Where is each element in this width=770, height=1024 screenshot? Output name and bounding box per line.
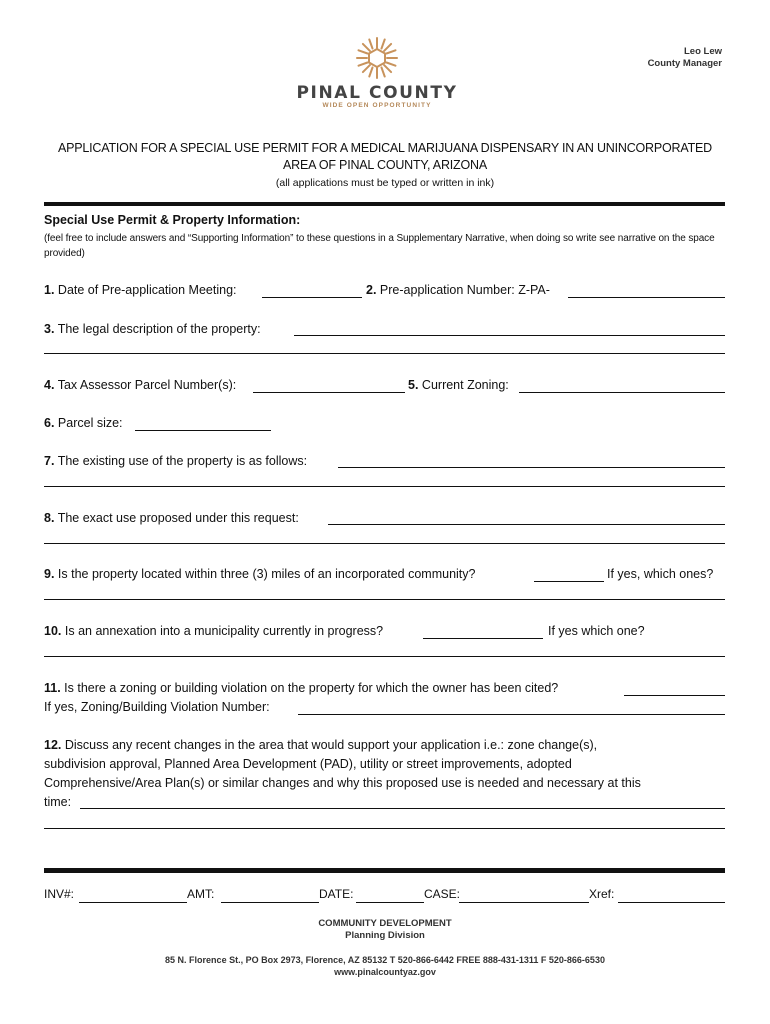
footer-website[interactable]: www.pinalcountyaz.gov xyxy=(334,967,436,977)
q2-prefix: Z-PA- xyxy=(518,283,550,297)
q11-label: Is there a zoning or building violation on the property for which the owner has been cited? xyxy=(64,681,559,695)
q12-field-line-2[interactable] xyxy=(44,828,725,829)
q7-number: 7. xyxy=(44,454,55,468)
q12-line-2: subdivision approval, Planned Area Development (PAD), utility or street improvements, adopted xyxy=(44,757,572,771)
question-2 xyxy=(366,281,550,300)
q6-number: 6. xyxy=(44,416,55,430)
q5-number: 5. xyxy=(408,378,419,392)
question-10 xyxy=(44,622,383,641)
q7-field-line-1[interactable] xyxy=(338,467,725,468)
q12-number: 12. xyxy=(44,738,62,752)
section-note: (feel free to include answers and “Supporting Information” to these questions in a Supplementary Narrative, when doing so write see narrative on the space provided) xyxy=(44,233,715,259)
q5-zoning-field[interactable] xyxy=(519,392,725,393)
q11-follow-label: If yes, Zoning/Building Violation Number: xyxy=(44,700,270,714)
question-6 xyxy=(44,414,123,433)
q3-field-line-1[interactable] xyxy=(294,335,725,336)
title-line-1: APPLICATION FOR A SPECIAL USE PERMIT FOR A MEDICAL MARIJUANA DISPENSARY IN AN UNINCORPORATED xyxy=(58,141,712,155)
q11-violation-field[interactable] xyxy=(298,714,725,715)
question-3 xyxy=(44,320,261,339)
q4-label: Tax Assessor Parcel Number(s): xyxy=(57,378,237,392)
org-tagline: WIDE OPEN OPPORTUNITY xyxy=(322,102,432,109)
q9-label: Is the property located within three (3) miles of an incorporated community? xyxy=(57,567,476,581)
case-label: CASE: xyxy=(424,887,461,901)
q5-label: Current Zoning: xyxy=(421,378,509,392)
question-1 xyxy=(44,281,237,300)
q4-number: 4. xyxy=(44,378,55,392)
q7-label: The existing use of the property is as follows: xyxy=(57,454,308,468)
date-label: DATE: xyxy=(319,887,354,901)
org-name: PINAL COUNTY xyxy=(296,83,458,103)
top-divider xyxy=(44,202,725,206)
footer-division: Planning Division xyxy=(345,930,425,941)
q9-follow-label: If yes, which ones? xyxy=(607,567,714,581)
amt-label: AMT: xyxy=(187,887,215,901)
date-field[interactable] xyxy=(356,902,424,903)
question-11 xyxy=(44,679,558,698)
manager-block xyxy=(648,46,722,70)
q4-parcel-field[interactable] xyxy=(253,392,405,393)
q8-field-line-2[interactable] xyxy=(44,543,725,544)
case-field[interactable] xyxy=(459,902,589,903)
footer-dept: COMMUNITY DEVELOPMENT xyxy=(318,918,452,929)
q8-field-line-1[interactable] xyxy=(328,524,725,525)
q12-line-4: time: xyxy=(44,795,72,809)
sun-icon xyxy=(355,36,399,80)
q2-number-field[interactable] xyxy=(568,297,725,298)
q12-line-3: Comprehensive/Area Plan(s) or similar changes and why this proposed use is needed and necessary at this xyxy=(44,776,641,790)
q2-number: 2. xyxy=(366,283,377,297)
q1-number: 1. xyxy=(44,283,55,297)
question-9 xyxy=(44,565,475,584)
page-title xyxy=(40,140,730,174)
manager-title: County Manager xyxy=(647,58,722,69)
question-12 xyxy=(44,736,641,812)
q10-yes-no-field[interactable] xyxy=(423,638,543,639)
q10-field-line-2[interactable] xyxy=(44,656,725,657)
bottom-divider xyxy=(44,868,725,873)
q9-yes-no-field[interactable] xyxy=(534,581,604,582)
q6-label: Parcel size: xyxy=(57,416,123,430)
q7-field-line-2[interactable] xyxy=(44,486,725,487)
inv-label: INV#: xyxy=(44,887,75,901)
question-5 xyxy=(408,376,509,395)
q1-label: Date of Pre-application Meeting: xyxy=(57,283,237,297)
manager-name: Leo Lew xyxy=(683,46,722,57)
question-7 xyxy=(44,452,307,471)
q8-label: The exact use proposed under this request: xyxy=(57,511,299,525)
xref-field[interactable] xyxy=(618,902,725,903)
section-heading: Special Use Permit & Property Information: xyxy=(44,213,301,227)
q12-line-1: Discuss any recent changes in the area that would support your application i.e.: zone change(s), xyxy=(64,738,598,752)
q10-label: Is an annexation into a municipality currently in progress? xyxy=(64,624,384,638)
q10-follow-label: If yes which one? xyxy=(548,624,645,638)
q1-date-field[interactable] xyxy=(262,297,362,298)
pinal-county-logo xyxy=(292,36,462,116)
page-subtitle: (all applications must be typed or written in ink) xyxy=(275,177,495,189)
q11-number: 11. xyxy=(44,681,61,695)
amt-field[interactable] xyxy=(221,902,319,903)
inv-field[interactable] xyxy=(79,902,187,903)
question-8 xyxy=(44,509,299,528)
q6-size-field[interactable] xyxy=(135,430,271,431)
q9-number: 9. xyxy=(44,567,55,581)
q3-field-line-2[interactable] xyxy=(44,353,725,354)
q3-number: 3. xyxy=(44,322,55,336)
footer-address: 85 N. Florence St., PO Box 2973, Florence, AZ 85132 T 520-866-6442 FREE 888-431-1311 F 520-866-6530 xyxy=(165,955,605,965)
q9-field-line-2[interactable] xyxy=(44,599,725,600)
q11-yes-no-field[interactable] xyxy=(624,695,725,696)
xref-label: Xref: xyxy=(589,887,615,901)
q12-field-line-1[interactable] xyxy=(80,808,725,809)
question-4 xyxy=(44,376,236,395)
title-line-2: AREA OF PINAL COUNTY, ARIZONA xyxy=(283,158,487,172)
q2-label: Pre-application Number: xyxy=(379,283,515,297)
q10-number: 10. xyxy=(44,624,62,638)
q3-label: The legal description of the property: xyxy=(57,322,261,336)
q8-number: 8. xyxy=(44,511,55,525)
